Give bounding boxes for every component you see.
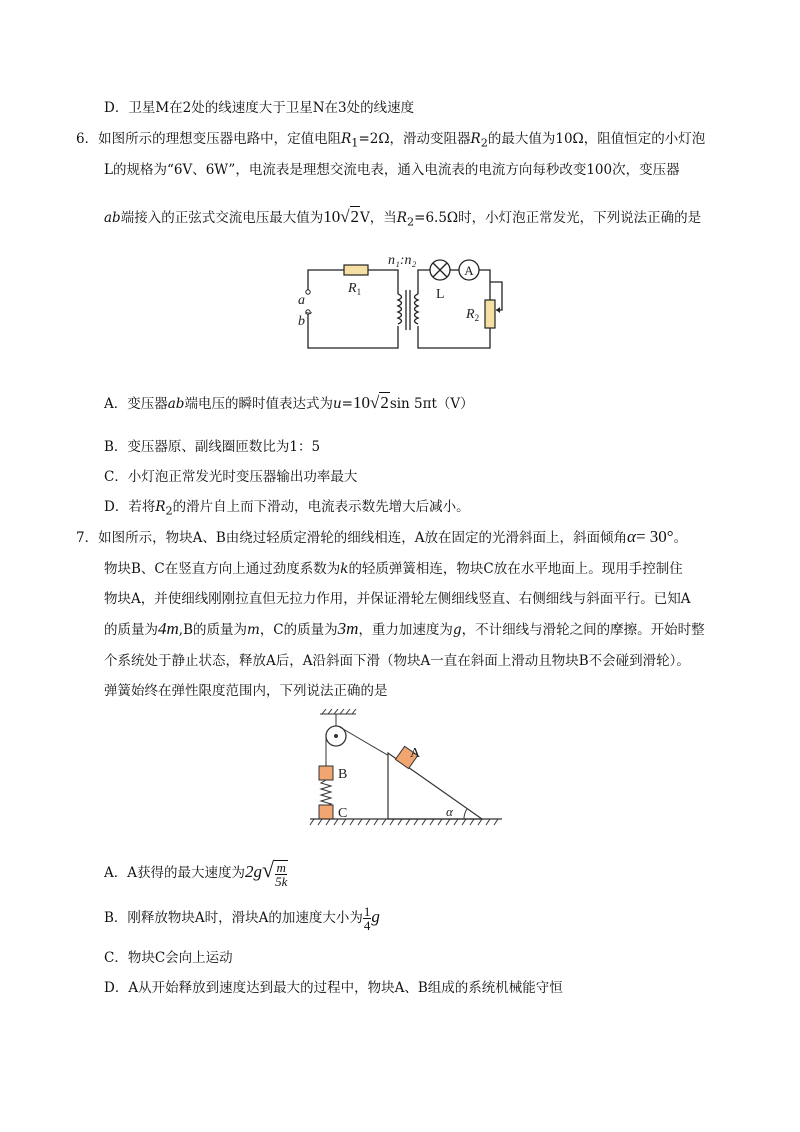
- sqrt-symbol: √: [340, 207, 350, 226]
- q7-text: ，C的质量为: [259, 622, 338, 638]
- q6-opt-a-text: 端电压的瞬时值表达式为: [184, 396, 333, 412]
- sqrt-symbol: √: [369, 393, 380, 412]
- q7-opt-a-2g: 2g: [245, 862, 262, 881]
- q6-label-a: a: [298, 293, 305, 308]
- q6-opt-a-ab: ab: [167, 396, 185, 412]
- q7-text: ，重力加速度为: [358, 622, 453, 638]
- q6-opt-d-sub: 2: [165, 504, 173, 518]
- q7-stem-line3: 物块A，并使细线刚刚拉直但无拉力作用，并保证滑轮左侧细线竖直、右侧细线与斜面平行。已知A: [104, 591, 691, 607]
- q6-opt-a-eq: =: [341, 396, 353, 412]
- q6-stem-line1: [76, 129, 705, 154]
- q6-label-l: L: [436, 287, 445, 302]
- q6-label-r2: $R_2$: [466, 307, 480, 323]
- q6-text: =6.5Ω时，小灯泡正常发光，下列说法正确的是: [414, 210, 702, 226]
- q7-mass-a: 4m: [158, 619, 179, 638]
- q7-text: ，不计细线与滑轮之间的摩擦。开始时整: [461, 622, 705, 638]
- q7-stem-line2: [104, 559, 683, 579]
- q6-circuit-diagram: [284, 252, 504, 354]
- q7-text: 物块B、C在竖直方向上通过劲度系数为: [104, 561, 341, 577]
- q7-text: 的质量为: [104, 622, 158, 638]
- q7-opt-b-g: g: [371, 907, 380, 926]
- q7-text: 如图所示，物块A、B由绕过轻质定滑轮的细线相连，A放在固定的光滑斜面上，斜面倾角: [98, 530, 628, 546]
- q6-r2-symbol: R: [470, 131, 481, 147]
- q6-voltage-ten: 10: [323, 207, 341, 226]
- q6-label-b: b: [298, 314, 305, 329]
- q7-label-a: A: [410, 746, 421, 761]
- q6-slider-arrow-icon: [496, 307, 500, 313]
- q7-opt-b-text: B．刚释放物块A时，滑块A的加速度大小为: [104, 910, 363, 926]
- q7-number: 7．: [76, 530, 99, 546]
- q7-stem-line4: [104, 619, 705, 640]
- q6-terminal-a: [306, 290, 310, 294]
- q7-block-c: [319, 805, 333, 819]
- q6-lamp-icon: [430, 260, 450, 280]
- q7-k: k: [340, 561, 349, 577]
- q6-opt-a-text: sin 5πt（V）: [389, 396, 474, 412]
- q7-alpha: α: [627, 527, 636, 546]
- q7-text: 。: [673, 530, 688, 546]
- q7-text: ,B的质量为: [178, 622, 247, 638]
- q7-opt-b-fraction: $\frac{1}{4}$: [363, 904, 371, 933]
- q6-text: 的最大值为10Ω，阻值恒定的小灯泡: [487, 131, 706, 147]
- q6-rheostat-r2: [485, 300, 495, 328]
- q6-resistor-r1: [344, 265, 368, 275]
- q6-r2b-symbol: R: [396, 210, 407, 226]
- q6-stem-line2: L的规格为“6V、6W”，电流表是理想交流电表，通入电流表的电流方向每秒改变100次，变压器: [104, 162, 680, 178]
- q6-option-d: [104, 497, 470, 522]
- q6-text: V，当: [360, 210, 397, 226]
- q6-option-a: [104, 392, 474, 414]
- q6-ammeter-label: A: [464, 263, 474, 278]
- q6-label-ratio: n₁:n₂: [388, 253, 417, 268]
- q6-r1-sub: 1: [351, 136, 359, 150]
- q7-mass-c: 3m: [337, 619, 359, 638]
- q6-text: 如图所示的理想变压器电路中，定值电阻: [98, 131, 342, 147]
- q6-option-c: C．小灯泡正常发光时变压器输出功率最大: [104, 469, 358, 485]
- q7-option-c: C．物块C会向上运动: [104, 950, 233, 966]
- q7-label-alpha: α: [446, 804, 453, 819]
- q6-text: 端接入的正弦式交流电压最大值为: [120, 210, 324, 226]
- q6-opt-a-sqrt: 2: [380, 393, 389, 412]
- q7-stem-line1: [76, 527, 687, 548]
- q6-ac-symbol: ~: [305, 305, 313, 320]
- q7-g: g: [452, 622, 462, 638]
- q6-opt-d-r: R: [155, 499, 166, 515]
- q7-option-b: [104, 900, 380, 935]
- q6-opt-a-u: u: [332, 396, 342, 412]
- q7-pulley-diagram: [306, 706, 512, 830]
- q6-voltage-sqrt: 2: [350, 207, 360, 226]
- q7-opt-a-fraction: $\frac{m}{5k}$: [275, 859, 288, 889]
- q7-stem-line6: 弹簧始终在弹性限度范围内，下列说法正确的是: [104, 683, 388, 699]
- q6-r2b-sub: 2: [406, 215, 415, 229]
- q6-opt-a-text: A．变压器: [104, 396, 168, 412]
- q7-label-b: B: [338, 767, 348, 782]
- q6-opt-d-text: 的滑片自上而下滑动，电流表示数先增大后减小。: [172, 499, 470, 515]
- q7-text: 的轻质弹簧相连，物块C放在水平地面上。现用手控制住: [348, 561, 683, 577]
- q6-text: =2Ω，滑动变阻器: [358, 131, 471, 147]
- q7-label-c: C: [338, 806, 348, 821]
- sqrt-symbol: √: [262, 857, 275, 882]
- q7-option-d: D．A从开始释放到速度达到最大的过程中，物块A、B组成的系统机械能守恒: [104, 980, 563, 996]
- q6-opt-d-text: D．若将: [104, 499, 156, 515]
- q7-mass-b: m: [247, 622, 260, 638]
- q7-option-a: [104, 855, 288, 888]
- q6-stem-line3: [104, 206, 701, 233]
- q6-ab: ab: [104, 210, 121, 226]
- q6-option-b: B．变压器原、副线圈匝数比为1：5: [104, 439, 321, 455]
- q6-r1-symbol: R: [341, 131, 352, 147]
- q6-label-r1: $R_1$: [348, 281, 362, 297]
- q7-opt-a-text: A．A获得的最大速度为: [104, 865, 245, 881]
- q5-option-d: D．卫星M在2处的线速度大于卫星N在3处的线速度: [104, 100, 415, 116]
- q6-number: 6．: [76, 131, 99, 147]
- q7-block-b: [319, 766, 333, 780]
- q6-opt-a-ten: 10: [352, 393, 370, 412]
- q7-spring-icon: [321, 780, 331, 806]
- q7-stem-line5: 个系统处于静止状态，释放A后，A沿斜面下滑（物块A一直在斜面上滑动且物块B不会碰到滑轮）。: [104, 653, 690, 669]
- q7-angle-value: = 30°: [635, 527, 674, 546]
- q6-r2-sub: 2: [480, 136, 488, 150]
